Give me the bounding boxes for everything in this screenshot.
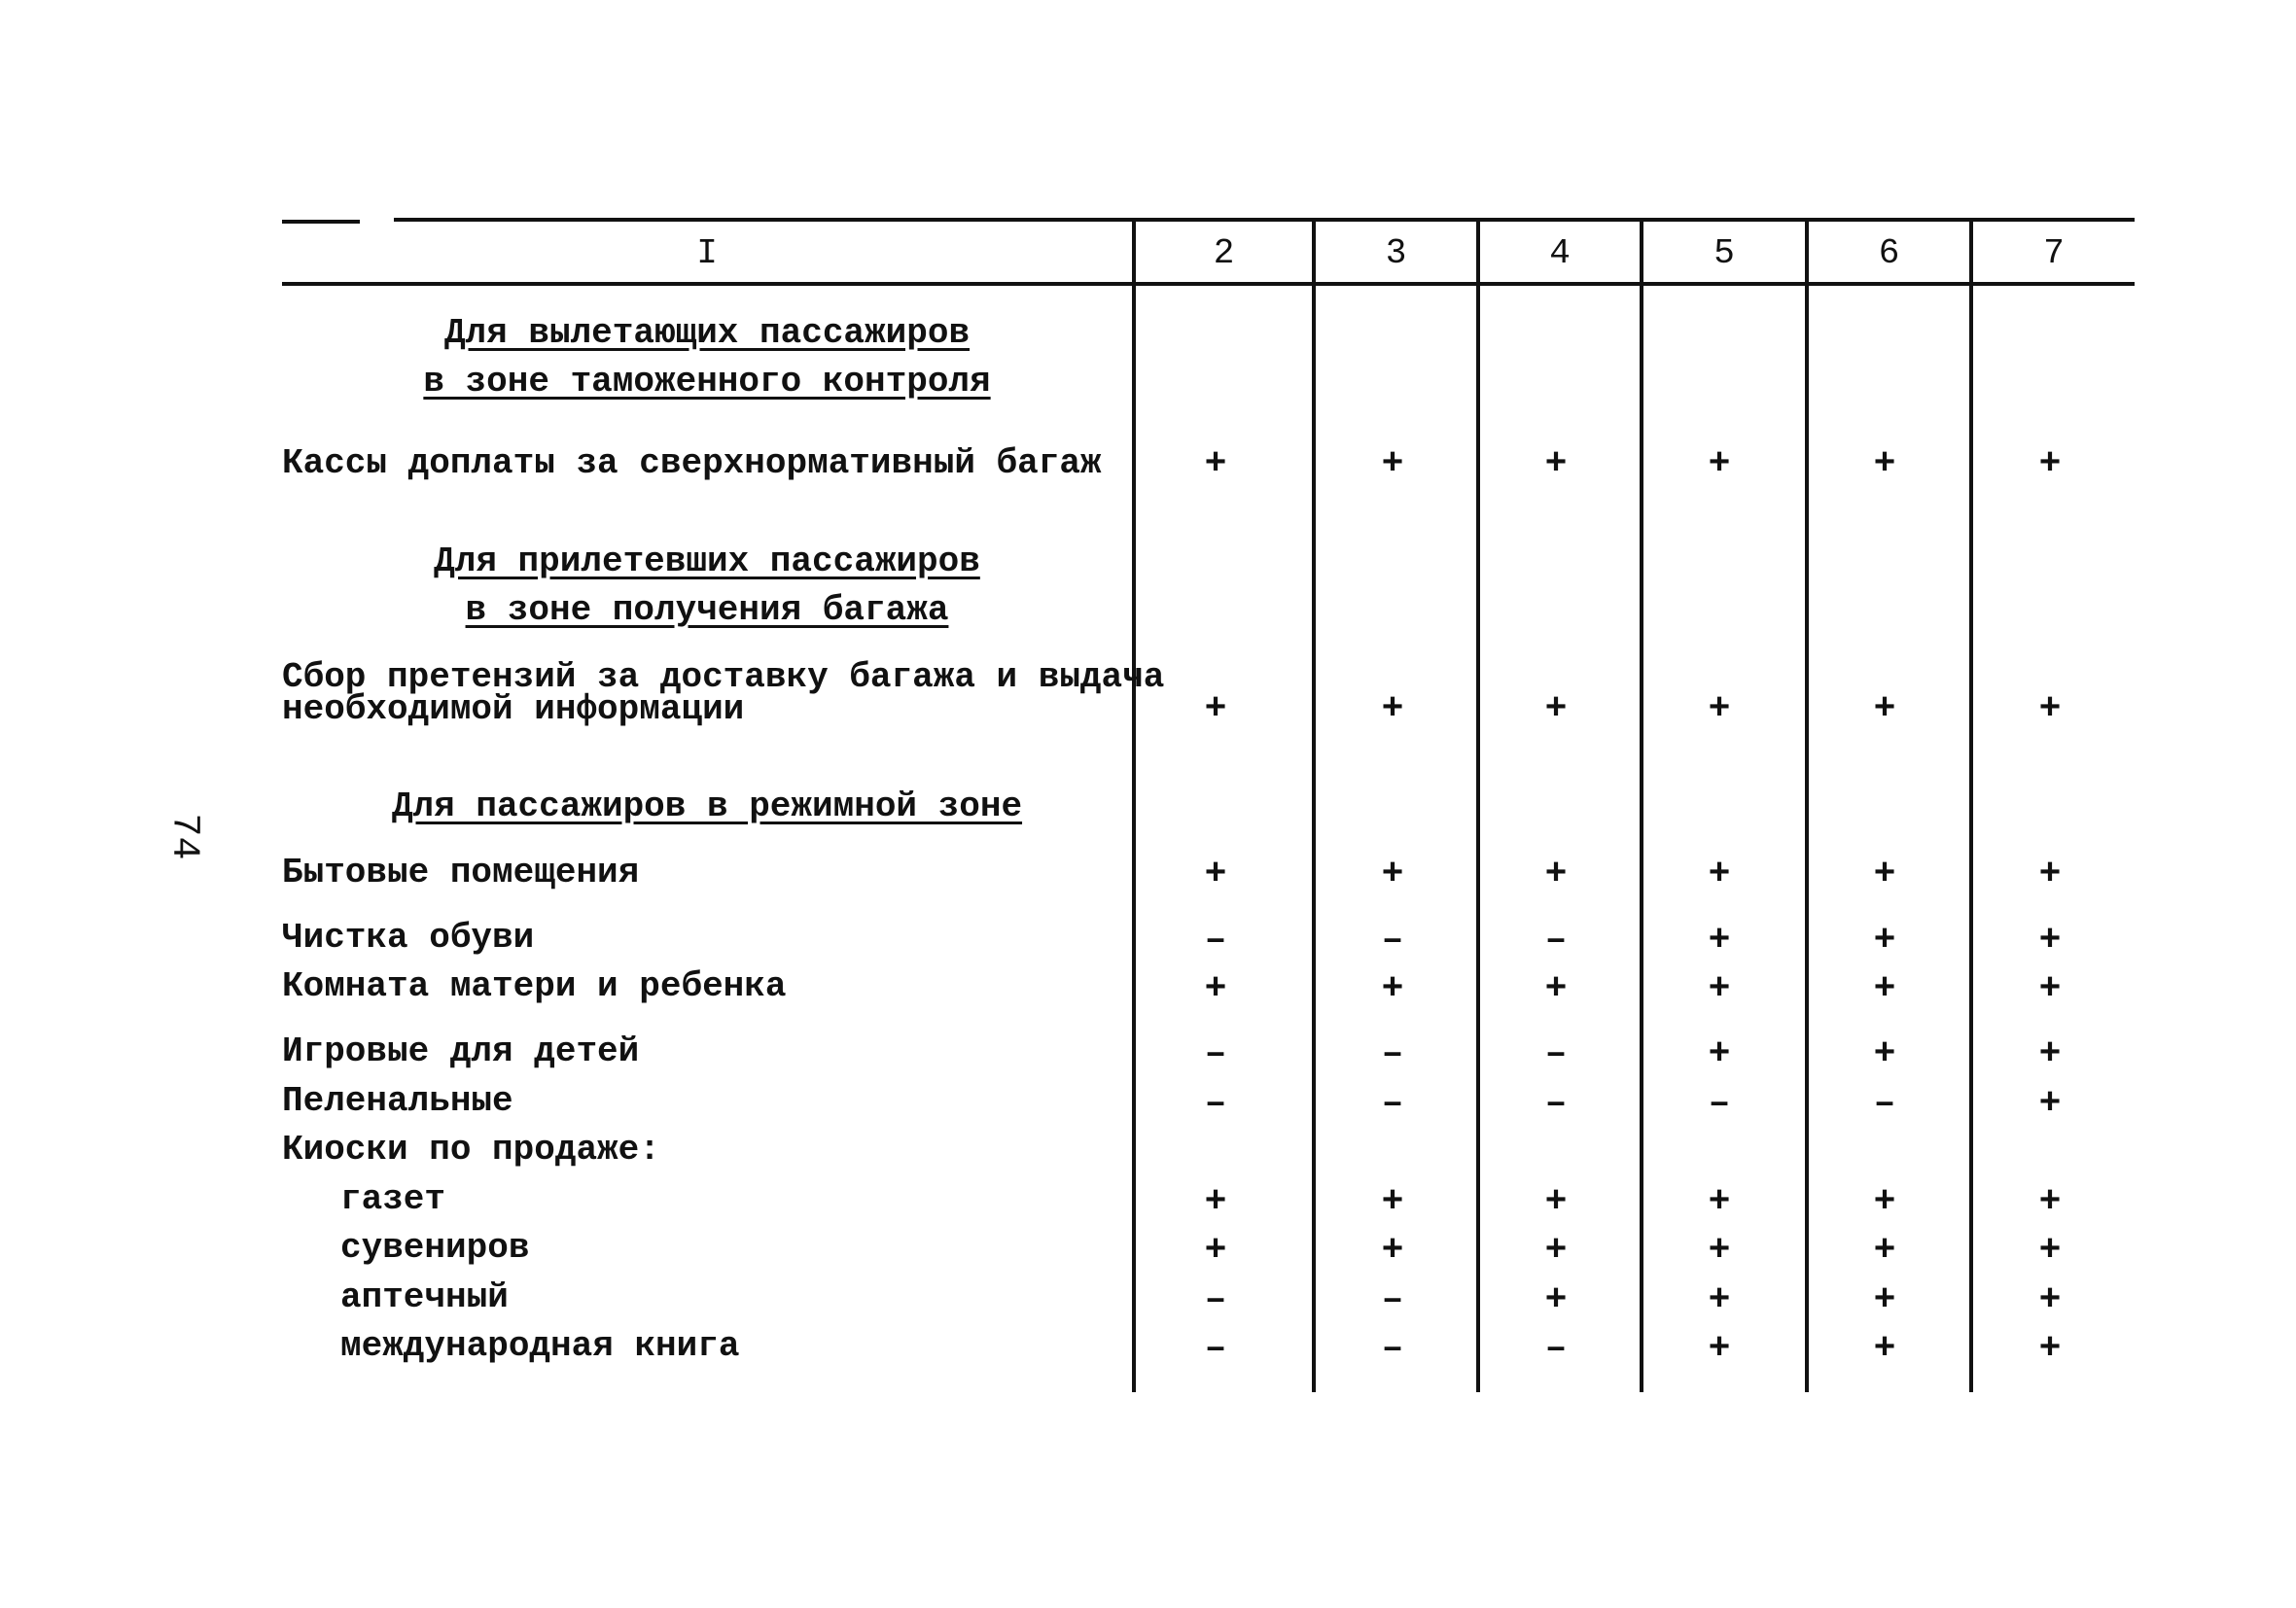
plus-mark: + xyxy=(1708,920,1731,961)
column-header: I xyxy=(696,233,718,273)
section-heading: Для вылетающих пассажиров xyxy=(443,313,971,353)
dash-mark: – xyxy=(1381,1328,1404,1370)
plus-mark: + xyxy=(1544,1279,1568,1321)
plus-mark: + xyxy=(2038,854,2062,895)
column-header: 6 xyxy=(1878,233,1900,273)
plus-mark: + xyxy=(1381,1181,1404,1223)
plus-mark: + xyxy=(1873,688,1896,730)
plus-mark: + xyxy=(1381,688,1404,730)
plus-mark: + xyxy=(1544,1230,1568,1272)
plus-mark: + xyxy=(1873,1279,1896,1321)
dash-mark: – xyxy=(1873,1083,1896,1125)
plus-mark: + xyxy=(1544,688,1568,730)
dash-mark: – xyxy=(1381,1083,1404,1125)
plus-mark: + xyxy=(1873,1230,1896,1272)
plus-mark: + xyxy=(1381,443,1404,485)
plus-mark: + xyxy=(1204,854,1227,895)
row-label: Пеленальные xyxy=(282,1081,513,1121)
page-number: 74 xyxy=(161,813,206,860)
dash-mark: – xyxy=(1204,1083,1227,1125)
plus-mark: + xyxy=(1381,1230,1404,1272)
plus-mark: + xyxy=(1873,1181,1896,1223)
dash-mark: – xyxy=(1381,1033,1404,1075)
column-header: 4 xyxy=(1549,233,1571,273)
row-label: Игровые для детей xyxy=(282,1031,640,1071)
plus-mark: + xyxy=(1204,968,1227,1010)
plus-mark: + xyxy=(1708,688,1731,730)
plus-mark: + xyxy=(1204,443,1227,485)
section-heading: в зоне таможенного контроля xyxy=(423,362,991,402)
row-label: Бытовые помещения xyxy=(282,853,640,892)
plus-mark: + xyxy=(1873,1033,1896,1075)
plus-mark: + xyxy=(1381,968,1404,1010)
plus-mark: + xyxy=(2038,688,2062,730)
column-header: 2 xyxy=(1213,233,1235,273)
column-header: 3 xyxy=(1385,233,1407,273)
plus-mark: + xyxy=(1204,1181,1227,1223)
top-rule xyxy=(394,218,2135,222)
row-label: Чистка обуви xyxy=(282,918,535,958)
dash-mark: – xyxy=(1544,1328,1568,1370)
plus-mark: + xyxy=(2038,920,2062,961)
plus-mark: + xyxy=(1708,1033,1731,1075)
dash-mark: – xyxy=(1381,920,1404,961)
column-header: 5 xyxy=(1713,233,1735,273)
row-label: газет xyxy=(340,1179,446,1219)
dash-mark: – xyxy=(1544,1083,1568,1125)
column-divider xyxy=(1805,221,1809,1392)
column-divider xyxy=(1132,221,1136,1392)
dash-mark: – xyxy=(1544,1033,1568,1075)
plus-mark: + xyxy=(1873,1328,1896,1370)
row-label: аптечный xyxy=(340,1277,509,1317)
plus-mark: + xyxy=(1873,854,1896,895)
plus-mark: + xyxy=(2038,1181,2062,1223)
column-divider xyxy=(1640,221,1643,1392)
column-divider xyxy=(1312,221,1316,1392)
plus-mark: + xyxy=(2038,1279,2062,1321)
dash-mark: – xyxy=(1381,1279,1404,1321)
dash-mark: – xyxy=(1204,1033,1227,1075)
plus-mark: + xyxy=(1708,854,1731,895)
dash-mark: – xyxy=(1204,1279,1227,1321)
dash-mark: – xyxy=(1544,920,1568,961)
plus-mark: + xyxy=(1381,854,1404,895)
row-label: Кассы доплаты за сверхнормативный багаж xyxy=(282,443,1102,483)
plus-mark: + xyxy=(1204,688,1227,730)
plus-mark: + xyxy=(1544,1181,1568,1223)
plus-mark: + xyxy=(1204,1230,1227,1272)
plus-mark: + xyxy=(1873,920,1896,961)
dash-mark: – xyxy=(1708,1083,1731,1125)
section-heading: Для прилетевших пассажиров xyxy=(434,542,980,581)
column-divider xyxy=(1476,221,1480,1392)
dash-mark: – xyxy=(1204,1328,1227,1370)
row-label: Комната матери и ребенка xyxy=(282,966,787,1006)
column-divider xyxy=(1969,221,1973,1392)
plus-mark: + xyxy=(1708,443,1731,485)
plus-mark: + xyxy=(2038,1230,2062,1272)
plus-mark: + xyxy=(1708,1328,1731,1370)
plus-mark: + xyxy=(1708,1279,1731,1321)
plus-mark: + xyxy=(1544,443,1568,485)
row-label: Сбор претензий за доставку багажа и выдача xyxy=(282,657,1165,697)
row-label: международная книга xyxy=(340,1326,740,1366)
column-header: 7 xyxy=(2043,233,2065,273)
plus-mark: + xyxy=(2038,1083,2062,1125)
plus-mark: + xyxy=(1708,1181,1731,1223)
section-heading: в зоне получения багажа xyxy=(465,590,949,630)
plus-mark: + xyxy=(1544,854,1568,895)
plus-mark: + xyxy=(2038,1328,2062,1370)
plus-mark: + xyxy=(1873,968,1896,1010)
header-rule xyxy=(282,282,2135,286)
plus-mark: + xyxy=(1873,443,1896,485)
row-label: Киоски по продаже: xyxy=(282,1130,660,1170)
row-label: сувениров xyxy=(340,1228,530,1268)
plus-mark: + xyxy=(1708,968,1731,1010)
plus-mark: + xyxy=(1544,968,1568,1010)
plus-mark: + xyxy=(1708,1230,1731,1272)
dash-mark: – xyxy=(1204,920,1227,961)
plus-mark: + xyxy=(2038,443,2062,485)
row-label: необходимой информации xyxy=(282,689,745,729)
section-heading: Для пассажиров в режимной зоне xyxy=(391,787,1023,826)
plus-mark: + xyxy=(2038,968,2062,1010)
plus-mark: + xyxy=(2038,1033,2062,1075)
top-rule-short xyxy=(282,220,360,224)
